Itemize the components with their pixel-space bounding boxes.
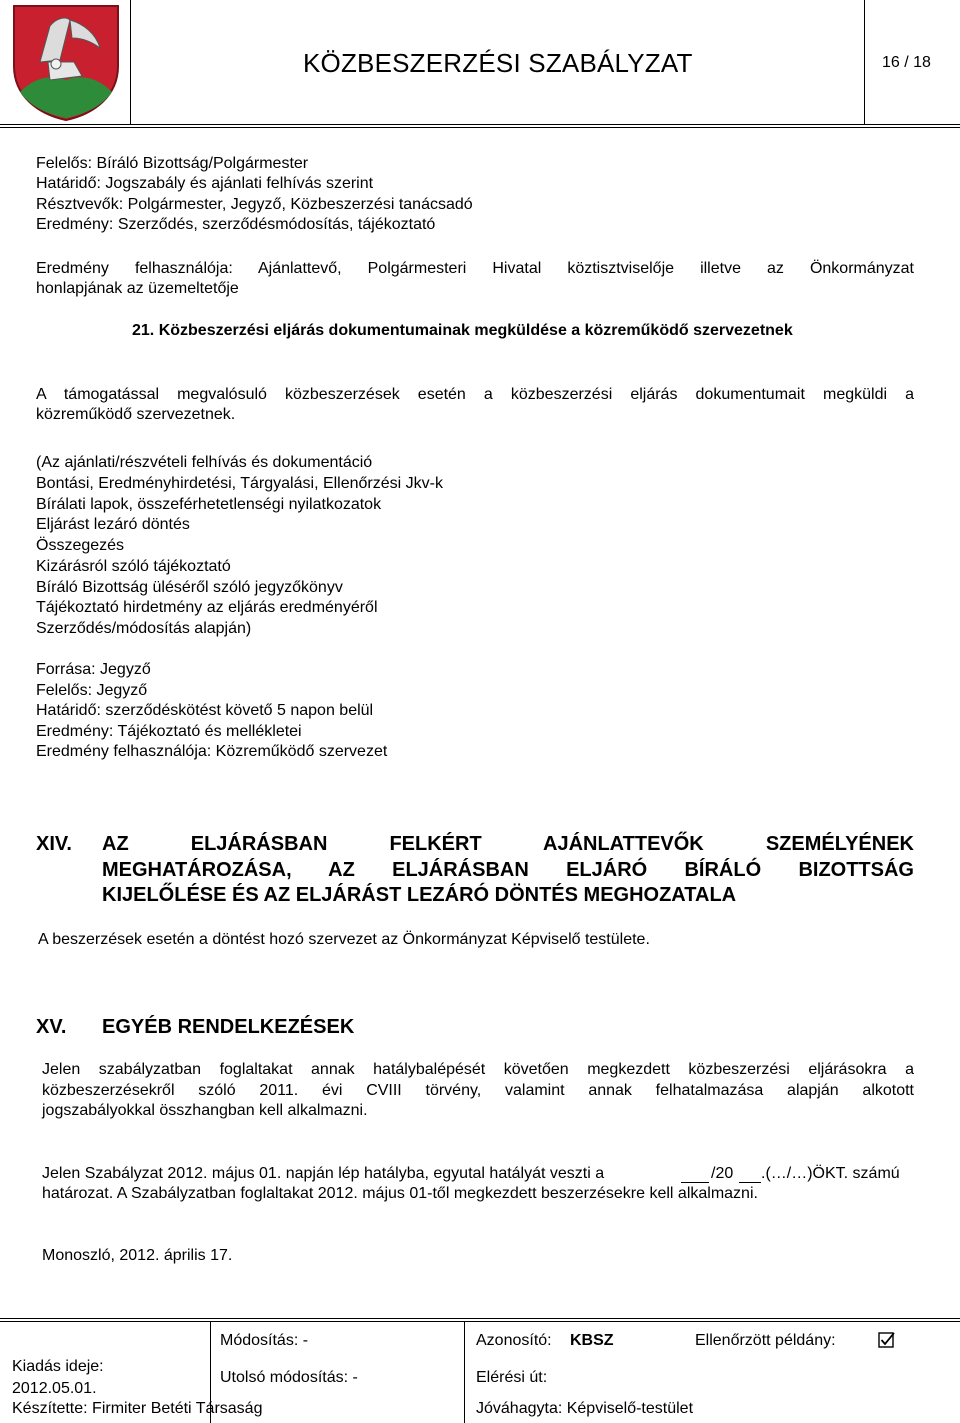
header-rule-bottom bbox=[0, 127, 960, 128]
doc-list-item: Eljárást lezáró döntés bbox=[36, 516, 190, 533]
identifier-label: Azonosító: bbox=[476, 1332, 552, 1349]
modification: Módosítás: - bbox=[220, 1332, 309, 1349]
section-14-title-line-1: AZ ELJÁRÁSBAN FELKÉRT AJÁNLATTEVŐK SZEMÉLYÉNEK bbox=[102, 833, 914, 855]
section-15-paragraph-line-3: jogszabályokkal összhangban kell alkalmazni. bbox=[42, 1102, 368, 1119]
meta-line: Felelős: Jegyző bbox=[36, 682, 148, 699]
resolution-suffix: .(…/…)ÖKT. számú bbox=[761, 1165, 900, 1182]
section-21-paragraph-line-2: közreműködő szervezetnek. bbox=[36, 406, 236, 423]
effective-date-text: Jelen Szabályzat 2012. május 01. napján lép hatályba, egyutal hatályát veszti a bbox=[42, 1165, 605, 1182]
issue-date-value: 2012.05.01. bbox=[12, 1380, 97, 1397]
doc-list-item: Tájékoztató hirdetmény az eljárás eredményéről bbox=[36, 599, 378, 616]
approved-by: Jóváhagyta: Képviselő-testület bbox=[476, 1400, 694, 1417]
checked-copy-label: Ellenőrzött példány: bbox=[695, 1332, 836, 1349]
meta-line: Határidő: szerződéskötést követő 5 napon belül bbox=[36, 702, 374, 719]
header-divider-right bbox=[864, 0, 865, 124]
section-21-paragraph-line-1: A támogatással megvalósuló közbeszerzések esetén a közbeszerzési eljárás dokumentumait megküldi a bbox=[36, 386, 914, 403]
doc-list-item: Összegezés bbox=[36, 537, 125, 554]
section-14-paragraph: A beszerzések esetén a döntést hozó szervezet az Önkormányzat Képviselő testülete. bbox=[38, 931, 650, 948]
effective-date-line-2: határozat. A Szabályzatban foglaltakat 2012. május 01-től megkezdett beszerzésekre kell alkalmazni. bbox=[42, 1185, 758, 1202]
participants-line: Résztvevők: Polgármester, Jegyző, Közbeszerzési tanácsadó bbox=[36, 196, 473, 213]
place-date: Monoszló, 2012. április 17. bbox=[42, 1247, 233, 1264]
resolution-year-prefix: /20 bbox=[711, 1165, 734, 1182]
header-divider-left bbox=[130, 0, 131, 124]
document-title: KÖZBESZERZÉSI SZABÁLYZAT bbox=[303, 48, 693, 78]
doc-list-item: Szerződés/módosítás alapján) bbox=[36, 620, 252, 637]
page-header bbox=[0, 0, 960, 130]
result-user-line-1: Eredmény felhasználója: Ajánlattevő, Polgármesteri Hivatal köztisztviselője illetve az Önkormányzat bbox=[36, 260, 914, 277]
identifier-value: KBSZ bbox=[570, 1332, 614, 1349]
footer-rule-top bbox=[0, 1318, 960, 1319]
section-15-paragraph-line-2: közbeszerzésekről szóló 2011. évi CVIII törvény, valamint annak felhatalmazása alapján alkotott bbox=[42, 1082, 914, 1099]
section-14-title-line-3: KIJELŐLÉSE ÉS AZ ELJÁRÁST LEZÁRÓ DÖNTÉS MEGHOZATALA bbox=[102, 884, 737, 906]
doc-list-item: Kizárásról szóló tájékoztató bbox=[36, 558, 231, 575]
section-15-number: XV. bbox=[36, 1016, 67, 1038]
section-21-heading: 21. Közbeszerzési eljárás dokumentumainak megküldése a közreműködő szervezetnek bbox=[132, 322, 793, 339]
page-number: 16 / 18 bbox=[882, 54, 931, 71]
meta-line: Forrása: Jegyző bbox=[36, 661, 151, 678]
made-by: Készítette: Firmiter Betéti Társaság bbox=[12, 1400, 263, 1417]
path-label: Elérési út: bbox=[476, 1369, 548, 1386]
doc-list-item: (Az ajánlati/részvételi felhívás és dokumentáció bbox=[36, 454, 373, 471]
doc-list-item: Bíráló Bizottság üléséről szóló jegyzőkönyv bbox=[36, 579, 343, 596]
checkbox-checked-icon bbox=[878, 1331, 896, 1349]
section-15-title: EGYÉB RENDELKEZÉSEK bbox=[102, 1016, 355, 1038]
deadline-line: Határidő: Jogszabály és ajánlati felhívás szerint bbox=[36, 175, 374, 192]
meta-line: Eredmény: Tájékoztató és mellékletei bbox=[36, 723, 302, 740]
result-user-line-2: honlapjának az üzemeltetője bbox=[36, 280, 239, 297]
responsible-line: Felelős: Bíráló Bizottság/Polgármester bbox=[36, 155, 309, 172]
footer-rule-top-2 bbox=[0, 1321, 960, 1322]
page-footer bbox=[0, 1318, 960, 1423]
meta-line: Eredmény felhasználója: Közreműködő szervezet bbox=[36, 743, 388, 760]
section-15-paragraph-line-1: Jelen szabályzatban foglaltakat annak hatálybalépését követően megkezdett közbeszerzési eljárásokra a bbox=[42, 1061, 914, 1078]
coat-of-arms-logo bbox=[10, 4, 122, 122]
last-modification: Utolsó módosítás: - bbox=[220, 1369, 358, 1386]
blank-year-underline bbox=[739, 1182, 761, 1183]
result-line: Eredmény: Szerződés, szerződésmódosítás, tájékoztató bbox=[36, 216, 436, 233]
header-rule-top bbox=[0, 124, 960, 125]
issue-date-label: Kiadás ideje: bbox=[12, 1358, 104, 1375]
blank-number-underline bbox=[681, 1182, 709, 1183]
footer-divider-2 bbox=[464, 1321, 465, 1423]
doc-list-item: Bírálati lapok, összeférhetetlenségi nyilatkozatok bbox=[36, 496, 382, 513]
doc-list-item: Bontási, Eredményhirdetési, Tárgyalási, Ellenőrzési Jkv-k bbox=[36, 475, 443, 492]
section-14-title-line-2: MEGHATÁROZÁSA, AZ ELJÁRÁSBAN ELJÁRÓ BÍRÁLÓ BIZOTTSÁG bbox=[102, 859, 914, 881]
section-14-number: XIV. bbox=[36, 833, 72, 855]
